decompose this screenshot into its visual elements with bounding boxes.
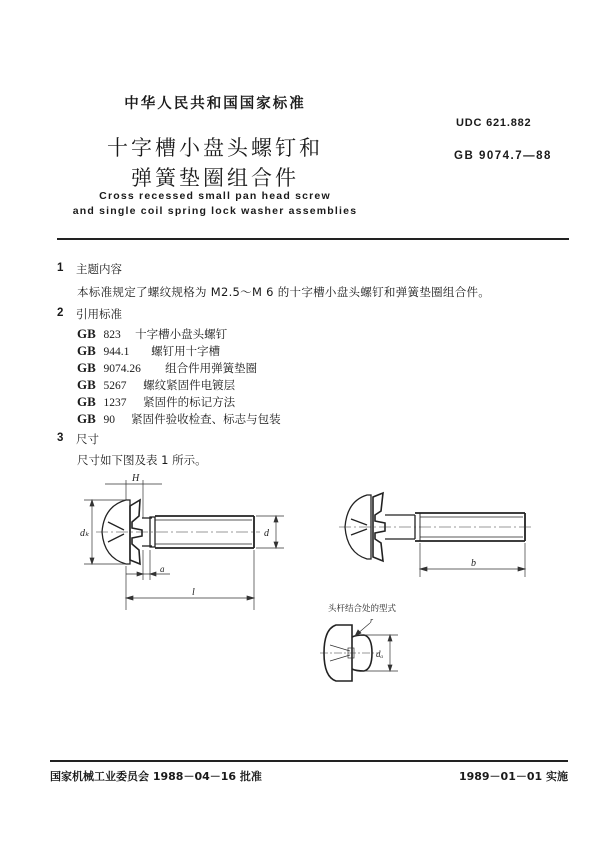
udc-code: UDC 621.882 [456,117,532,129]
english-title-line1: Cross recessed small pan head screw [99,190,331,202]
dim-label-H: H [132,473,140,484]
figure-head-junction-detail [320,615,430,690]
reference-prefix: GB [77,360,96,375]
dim-label-b: b [471,558,476,569]
reference-prefix: GB [77,377,96,392]
reference-item [77,360,257,376]
reference-item [77,377,235,393]
english-title-line2: and single coil spring lock washer assemblies [72,205,358,217]
section-2-number: 2 [57,307,64,319]
header-divider [57,238,569,240]
reference-prefix: GB [77,326,96,341]
reference-prefix: GB [77,343,96,358]
reference-item [77,343,220,359]
reference-title: 紧固件验收检查、标志与包装 [131,412,281,426]
document-title-line2: 弹簧垫圈组合件 [131,166,299,190]
national-standard-label: 中华人民共和国国家标准 [124,96,306,112]
section-1-title: 主题内容 [76,262,122,276]
section-3-title: 尺寸 [76,432,99,446]
reference-number: 823 [103,329,121,341]
effective-date: 1989－01－01 实施 [458,770,568,783]
section-3-number: 3 [57,432,64,444]
figure-thread-length [335,485,535,585]
reference-number: 944.1 [103,346,130,358]
standard-number: GB 9074.7—88 [454,150,552,162]
section-1-text: 本标准规定了螺纹规格为 M2.5～M 6 的十字槽小盘头螺钉和弹簧垫圈组合件。 [77,285,491,299]
reference-number: 9074.26 [103,363,141,375]
reference-number: 90 [103,414,115,426]
approval-info: 国家机械工业委员会 1988－04－16 批准 [50,770,262,783]
reference-prefix: GB [77,411,96,426]
reference-title: 螺纹紧固件电镀层 [143,378,236,392]
figure-3-caption: 头杆结合处的型式 [328,604,397,614]
reference-number: 5267 [103,380,127,392]
reference-number: 1237 [103,397,127,409]
section-2-title: 引用标准 [76,307,122,321]
footer-divider [50,760,568,762]
reference-title: 螺钉用十字槽 [151,344,221,358]
dim-label-d: d [264,528,269,539]
dim-label-da: dₐ [376,649,384,659]
reference-prefix: GB [77,394,96,409]
dim-label-dk: dₖ [80,528,90,539]
dim-label-l: l [192,587,195,598]
dim-label-r: r [370,616,374,625]
reference-item [77,326,227,342]
section-1-number: 1 [57,262,64,274]
reference-item [77,411,281,427]
document-title-line1: 十字槽小盘头螺钉和 [107,136,323,160]
figure-screw-assembly-dimensions [60,470,330,615]
reference-item [77,394,235,410]
dim-label-a: a [160,564,165,574]
reference-title: 十字槽小盘头螺钉 [135,327,228,341]
section-3-text: 尺寸如下图及表 1 所示。 [77,453,207,467]
reference-title: 组合件用弹簧垫圈 [165,361,258,375]
reference-title: 紧固件的标记方法 [143,395,236,409]
